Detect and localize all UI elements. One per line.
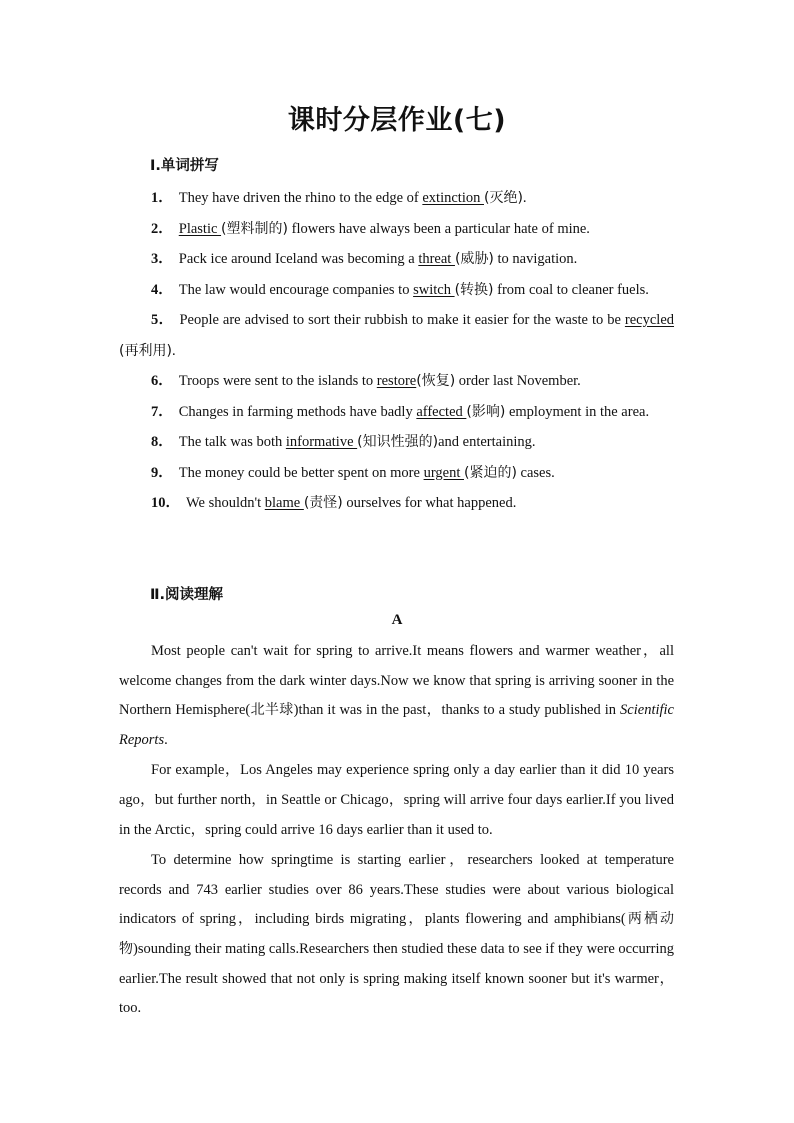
exercise-item [119, 244, 674, 275]
paragraph-text: . [164, 731, 168, 748]
chinese-gloss: 北半球 [250, 702, 294, 719]
paragraph-text: )sounding their mating calls.Researchers then studied these data to see if they were occurring earlier.The result showed that not only is spring making itself known sooner but it's warmer，too. [119, 940, 674, 1017]
chinese-hint: (影响) [466, 403, 506, 420]
passage-paragraph-3 [119, 846, 674, 1024]
paragraph-text: To determine how springtime is starting earlier，researchers looked at temperature records and 743 earlier studies over 86 years.These studies were about various biological indicators of spring，including birds migrating，plants flowering and amphibians( [119, 852, 674, 928]
passage-heading: A [391, 612, 403, 628]
item-text-before: Changes in farming methods have badly [178, 403, 417, 420]
paragraph-text: Most people can't wait for spring to arrive.It means flowers and warmer weather，all welcome changes from the dark winter days.Now we know that spring is arriving sooner in the Northern Hemisphere( [119, 643, 674, 719]
chinese-gloss: 两栖动物 [119, 911, 675, 957]
item-text-before: Pack ice around Iceland was becoming a [178, 251, 419, 267]
item-number: 10． [151, 495, 180, 511]
chinese-hint: (紧迫的) [463, 464, 517, 481]
item-text-before: We shouldn't [186, 495, 265, 511]
item-number: 5． [151, 312, 174, 328]
spelling-exercise-list [119, 183, 674, 519]
item-text-after: . [522, 190, 527, 206]
item-text-after: to navigation. [493, 251, 578, 267]
item-number: 9． [151, 464, 173, 481]
chinese-hint: (转换) [454, 281, 494, 298]
answer-word: Plastic [178, 220, 222, 237]
item-number: 3． [151, 251, 173, 267]
passage-paragraph-1 [119, 637, 674, 755]
item-text-after: . [171, 342, 176, 359]
item-text-after: flowers have always been a particular hate of mine. [287, 220, 590, 237]
exercise-item [119, 214, 674, 245]
item-text-before: The talk was both [178, 434, 286, 450]
item-text-after: from coal to cleaner fuels. [493, 281, 649, 298]
paragraph-text: )than it was in the past，thanks to a study published in [293, 702, 621, 719]
chinese-hint: (再利用) [119, 342, 172, 359]
item-number: 6． [151, 373, 173, 389]
journal-title: Scientific Reports [119, 702, 674, 748]
item-text-before: The money could be better spent on more [178, 464, 424, 481]
chinese-hint: (恢复) [416, 373, 456, 389]
answer-word: informative [285, 434, 358, 450]
item-number: 4． [151, 281, 173, 298]
answer-word: urgent [423, 464, 464, 481]
exercise-item [119, 397, 674, 428]
chinese-hint: (责怪) [303, 495, 343, 511]
item-text-after: cases. [516, 464, 555, 481]
passage-paragraph-2: For example，Los Angeles may experience spring only a day earlier than it did 10 years ago，but further north，in Seattle or Chicago，spring will arrive four days earlier.If you lived in the Arctic，spring could arrive 16 days earlier than it used to. [119, 762, 674, 838]
reading-passage [119, 637, 674, 1025]
item-number: 1． [151, 190, 173, 206]
chinese-hint: (威胁) [454, 251, 494, 267]
item-text-before: People are advised to sort their rubbish to make it easier for the waste to be [179, 312, 625, 328]
item-text-after: ourselves for what happened. [342, 495, 517, 511]
answer-word: blame [264, 495, 304, 511]
exercise-item [119, 427, 674, 458]
section-heading-reading: Ⅱ.阅读理解 [150, 587, 224, 603]
answer-word: extinction [422, 190, 484, 206]
answer-word: switch [413, 281, 455, 298]
answer-word: threat [418, 251, 455, 267]
chinese-hint: (塑料制的) [221, 220, 288, 237]
item-number: 2． [151, 220, 173, 237]
item-text-before: Troops were sent to the islands to [178, 373, 377, 389]
exercise-item [119, 366, 674, 397]
answer-word: affected [416, 403, 467, 420]
item-text-after: and entertaining. [438, 434, 536, 450]
exercise-item [119, 275, 674, 306]
answer-word: recycled [624, 312, 675, 328]
exercise-item [119, 183, 674, 214]
item-number: 8． [151, 434, 173, 450]
item-text-before: They have driven the rhino to the edge of [178, 190, 423, 206]
section-heading-spelling: Ⅰ.单词拼写 [150, 158, 219, 174]
exercise-item [119, 488, 674, 519]
chinese-hint: (知识性强的) [357, 434, 439, 450]
answer-word: restore [376, 373, 417, 389]
item-text-after: order last November. [455, 373, 581, 389]
exercise-item [119, 305, 674, 366]
item-number: 7． [151, 403, 173, 420]
page-title: 课时分层作业(七) [287, 105, 507, 136]
item-text-after: employment in the area. [505, 403, 650, 420]
item-text-before: The law would encourage companies to [178, 281, 414, 298]
chinese-hint: (灭绝) [483, 190, 523, 206]
exercise-item [119, 458, 674, 489]
